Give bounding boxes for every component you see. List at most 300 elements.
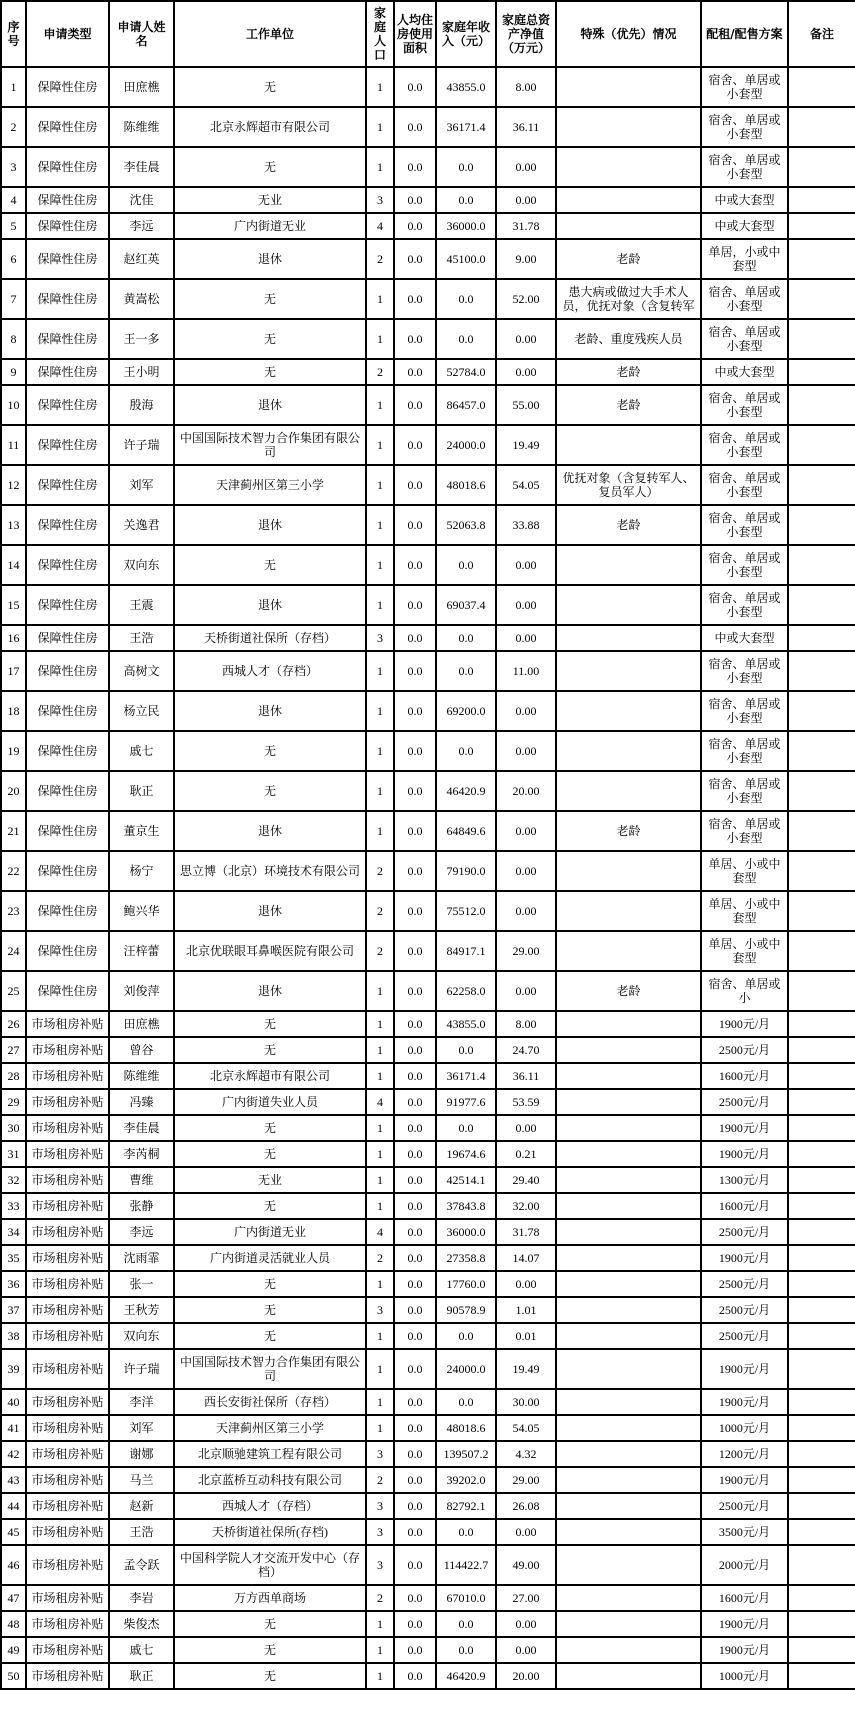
cell-family-size: 1 [366,545,394,585]
cell-family-size: 1 [366,811,394,851]
cell-applicant-name: 曾谷 [109,1037,174,1063]
cell-annual-income: 42514.1 [436,1167,496,1193]
cell-remark [788,1141,855,1167]
cell-apply-type: 保障性住房 [26,625,109,651]
cell-work-unit: 中国国际技术智力合作集团有限公司 [174,425,366,465]
cell-per-capita-area: 0.0 [394,1219,436,1245]
cell-applicant-name: 李佳晨 [109,147,174,187]
cell-annual-income: 36000.0 [436,1219,496,1245]
cell-index: 19 [1,731,26,771]
cell-apply-type: 市场租房补贴 [26,1663,109,1689]
cell-special-situation [556,187,701,213]
cell-apply-type: 保障性住房 [26,731,109,771]
cell-applicant-name: 马兰 [109,1467,174,1493]
cell-special-situation: 老龄 [556,971,701,1011]
cell-remark [788,1389,855,1415]
cell-remark [788,1245,855,1271]
cell-net-assets: 54.05 [496,1415,556,1441]
cell-apply-type: 市场租房补贴 [26,1141,109,1167]
cell-applicant-name: 鲍兴华 [109,891,174,931]
cell-per-capita-area: 0.0 [394,385,436,425]
cell-remark [788,279,855,319]
cell-index: 27 [1,1037,26,1063]
cell-annual-income: 0.0 [436,731,496,771]
cell-applicant-name: 耿正 [109,1663,174,1689]
header-remark: 备注 [788,1,855,67]
cell-net-assets: 0.00 [496,545,556,585]
cell-apply-type: 市场租房补贴 [26,1297,109,1323]
cell-annual-income: 46420.9 [436,1663,496,1689]
cell-allocation-plan: 2500元/月 [701,1297,788,1323]
cell-allocation-plan: 宿舍、单居或小套型 [701,771,788,811]
cell-special-situation [556,1389,701,1415]
cell-family-size: 2 [366,359,394,385]
cell-per-capita-area: 0.0 [394,1063,436,1089]
cell-special-situation [556,931,701,971]
cell-annual-income: 0.0 [436,279,496,319]
cell-remark [788,851,855,891]
cell-net-assets: 29.40 [496,1167,556,1193]
cell-allocation-plan: 中或大套型 [701,359,788,385]
cell-per-capita-area: 0.0 [394,1089,436,1115]
header-work-unit: 工作单位 [174,1,366,67]
cell-work-unit: 无 [174,1141,366,1167]
table-row [1,1271,855,1297]
cell-special-situation: 优抚对象（含复转军人、复员军人） [556,465,701,505]
cell-allocation-plan: 1200元/月 [701,1441,788,1467]
cell-applicant-name: 刘军 [109,1415,174,1441]
cell-family-size: 1 [366,731,394,771]
cell-special-situation: 老龄 [556,385,701,425]
cell-special-situation [556,1323,701,1349]
cell-annual-income: 0.0 [436,545,496,585]
cell-net-assets: 0.00 [496,625,556,651]
cell-allocation-plan: 宿舍、单居或小套型 [701,279,788,319]
table-row [1,771,855,811]
cell-apply-type: 市场租房补贴 [26,1219,109,1245]
cell-allocation-plan: 1600元/月 [701,1585,788,1611]
cell-apply-type: 市场租房补贴 [26,1089,109,1115]
cell-apply-type: 市场租房补贴 [26,1349,109,1389]
cell-per-capita-area: 0.0 [394,1349,436,1389]
cell-special-situation [556,1611,701,1637]
cell-index: 40 [1,1389,26,1415]
cell-apply-type: 保障性住房 [26,771,109,811]
cell-apply-type: 保障性住房 [26,425,109,465]
cell-family-size: 3 [366,187,394,213]
cell-net-assets: 0.00 [496,1115,556,1141]
cell-apply-type: 保障性住房 [26,107,109,147]
table-row [1,651,855,691]
cell-net-assets: 54.05 [496,465,556,505]
cell-annual-income: 84917.1 [436,931,496,971]
table-row [1,213,855,239]
cell-index: 32 [1,1167,26,1193]
cell-apply-type: 保障性住房 [26,851,109,891]
cell-special-situation: 患大病或做过大手术人员，优抚对象（含复转军 [556,279,701,319]
cell-applicant-name: 李远 [109,213,174,239]
cell-net-assets: 0.00 [496,359,556,385]
cell-allocation-plan: 1900元/月 [701,1637,788,1663]
table-row [1,545,855,585]
cell-applicant-name: 王浩 [109,1519,174,1545]
cell-work-unit: 西长安街社保所（存档） [174,1389,366,1415]
cell-applicant-name: 王浩 [109,625,174,651]
cell-per-capita-area: 0.0 [394,465,436,505]
cell-annual-income: 19674.6 [436,1141,496,1167]
cell-allocation-plan: 1900元/月 [701,1141,788,1167]
cell-apply-type: 保障性住房 [26,651,109,691]
table-row [1,385,855,425]
cell-allocation-plan: 1900元/月 [701,1389,788,1415]
cell-index: 28 [1,1063,26,1089]
cell-annual-income: 36000.0 [436,213,496,239]
cell-applicant-name: 王秋芳 [109,1297,174,1323]
table-row [1,359,855,385]
cell-applicant-name: 张静 [109,1193,174,1219]
cell-per-capita-area: 0.0 [394,891,436,931]
cell-special-situation [556,1219,701,1245]
cell-per-capita-area: 0.0 [394,691,436,731]
cell-family-size: 1 [366,319,394,359]
cell-special-situation [556,1271,701,1297]
cell-applicant-name: 黄嵩松 [109,279,174,319]
cell-net-assets: 11.00 [496,651,556,691]
cell-applicant-name: 孟令跃 [109,1545,174,1585]
cell-per-capita-area: 0.0 [394,731,436,771]
cell-allocation-plan: 中或大套型 [701,187,788,213]
table-row [1,691,855,731]
cell-remark [788,1415,855,1441]
cell-family-size: 2 [366,891,394,931]
cell-apply-type: 保障性住房 [26,147,109,187]
cell-per-capita-area: 0.0 [394,1467,436,1493]
cell-annual-income: 0.0 [436,1611,496,1637]
cell-per-capita-area: 0.0 [394,319,436,359]
cell-per-capita-area: 0.0 [394,1271,436,1297]
cell-index: 15 [1,585,26,625]
cell-allocation-plan: 宿舍、单居或小套型 [701,731,788,771]
cell-family-size: 1 [366,1037,394,1063]
cell-allocation-plan: 宿舍、单居或小套型 [701,585,788,625]
cell-special-situation [556,213,701,239]
cell-allocation-plan: 1900元/月 [701,1467,788,1493]
cell-work-unit: 广内街道失业人员 [174,1089,366,1115]
cell-index: 9 [1,359,26,385]
cell-index: 13 [1,505,26,545]
cell-annual-income: 90578.9 [436,1297,496,1323]
cell-per-capita-area: 0.0 [394,1297,436,1323]
cell-special-situation [556,1519,701,1545]
cell-net-assets: 33.88 [496,505,556,545]
cell-family-size: 1 [366,1063,394,1089]
cell-annual-income: 0.0 [436,1637,496,1663]
table-row [1,1323,855,1349]
cell-allocation-plan: 宿舍、单居或小套型 [701,545,788,585]
cell-applicant-name: 汪梓蕾 [109,931,174,971]
table-row [1,319,855,359]
cell-annual-income: 69037.4 [436,585,496,625]
cell-index: 5 [1,213,26,239]
cell-applicant-name: 戚七 [109,731,174,771]
cell-index: 33 [1,1193,26,1219]
cell-remark [788,771,855,811]
cell-work-unit: 思立博（北京）环境技术有限公司 [174,851,366,891]
cell-applicant-name: 赵新 [109,1493,174,1519]
cell-work-unit: 北京优联眼耳鼻喉医院有限公司 [174,931,366,971]
cell-index: 4 [1,187,26,213]
cell-work-unit: 广内街道灵活就业人员 [174,1245,366,1271]
cell-family-size: 4 [366,1089,394,1115]
table-row [1,1193,855,1219]
cell-net-assets: 0.00 [496,1637,556,1663]
cell-allocation-plan: 1900元/月 [701,1245,788,1271]
cell-allocation-plan: 中或大套型 [701,213,788,239]
table-row [1,1663,855,1689]
cell-net-assets: 36.11 [496,1063,556,1089]
cell-special-situation [556,1349,701,1389]
cell-per-capita-area: 0.0 [394,811,436,851]
cell-remark [788,891,855,931]
cell-allocation-plan: 宿舍、单居或小套型 [701,67,788,107]
cell-special-situation: 老龄 [556,811,701,851]
cell-special-situation [556,147,701,187]
cell-per-capita-area: 0.0 [394,1245,436,1271]
cell-special-situation: 老龄 [556,239,701,279]
cell-family-size: 2 [366,1585,394,1611]
table-row [1,1063,855,1089]
header-family-size: 家庭人口 [366,1,394,67]
cell-annual-income: 36171.4 [436,107,496,147]
cell-applicant-name: 李佳晨 [109,1115,174,1141]
cell-net-assets: 31.78 [496,1219,556,1245]
cell-work-unit: 天津蓟州区第三小学 [174,465,366,505]
cell-allocation-plan: 2500元/月 [701,1037,788,1063]
cell-annual-income: 62258.0 [436,971,496,1011]
cell-net-assets: 0.00 [496,1271,556,1297]
cell-work-unit: 北京顺驰建筑工程有限公司 [174,1441,366,1467]
cell-annual-income: 24000.0 [436,1349,496,1389]
cell-remark [788,1063,855,1089]
cell-work-unit: 无 [174,1323,366,1349]
cell-work-unit: 万方西单商场 [174,1585,366,1611]
cell-per-capita-area: 0.0 [394,1637,436,1663]
cell-allocation-plan: 宿舍、单居或小套型 [701,811,788,851]
cell-per-capita-area: 0.0 [394,771,436,811]
cell-apply-type: 市场租房补贴 [26,1193,109,1219]
cell-apply-type: 保障性住房 [26,811,109,851]
header-allocation-plan: 配租/配售方案 [701,1,788,67]
cell-work-unit: 北京永辉超市有限公司 [174,107,366,147]
cell-special-situation [556,1141,701,1167]
cell-work-unit: 无业 [174,187,366,213]
cell-family-size: 1 [366,1011,394,1037]
cell-special-situation [556,1193,701,1219]
cell-apply-type: 保障性住房 [26,319,109,359]
cell-work-unit: 退休 [174,891,366,931]
cell-net-assets: 0.00 [496,811,556,851]
cell-work-unit: 退休 [174,239,366,279]
table-row [1,279,855,319]
table-row [1,971,855,1011]
cell-applicant-name: 柴俊杰 [109,1611,174,1637]
cell-work-unit: 无 [174,545,366,585]
cell-apply-type: 市场租房补贴 [26,1493,109,1519]
table-row [1,1637,855,1663]
cell-net-assets: 0.00 [496,891,556,931]
table-row [1,1389,855,1415]
cell-remark [788,107,855,147]
cell-work-unit: 退休 [174,585,366,625]
cell-allocation-plan: 1000元/月 [701,1663,788,1689]
cell-applicant-name: 杨立民 [109,691,174,731]
cell-special-situation [556,651,701,691]
cell-index: 6 [1,239,26,279]
cell-index: 36 [1,1271,26,1297]
cell-annual-income: 52784.0 [436,359,496,385]
cell-per-capita-area: 0.0 [394,213,436,239]
cell-allocation-plan: 1900元/月 [701,1611,788,1637]
cell-per-capita-area: 0.0 [394,931,436,971]
cell-remark [788,931,855,971]
cell-remark [788,213,855,239]
cell-work-unit: 无 [174,1193,366,1219]
cell-net-assets: 49.00 [496,1545,556,1585]
header-applicant-name: 申请人姓名 [109,1,174,67]
cell-special-situation [556,1441,701,1467]
cell-family-size: 4 [366,213,394,239]
cell-work-unit: 退休 [174,505,366,545]
cell-remark [788,1115,855,1141]
header-special-situation: 特殊（优先）情况 [556,1,701,67]
cell-remark [788,811,855,851]
cell-annual-income: 0.0 [436,625,496,651]
cell-applicant-name: 李芮桐 [109,1141,174,1167]
cell-net-assets: 0.00 [496,851,556,891]
cell-per-capita-area: 0.0 [394,505,436,545]
cell-apply-type: 市场租房补贴 [26,1037,109,1063]
cell-work-unit: 天桥街道社保所（存档） [174,625,366,651]
cell-annual-income: 48018.6 [436,465,496,505]
table-row [1,425,855,465]
cell-net-assets: 0.00 [496,319,556,359]
cell-work-unit: 无 [174,1663,366,1689]
cell-net-assets: 0.00 [496,585,556,625]
cell-allocation-plan: 宿舍、单居或小套型 [701,691,788,731]
table-row [1,1585,855,1611]
table-row [1,1493,855,1519]
cell-family-size: 1 [366,385,394,425]
cell-per-capita-area: 0.0 [394,1493,436,1519]
cell-applicant-name: 沈佳 [109,187,174,213]
cell-work-unit: 无 [174,319,366,359]
cell-apply-type: 保障性住房 [26,239,109,279]
cell-index: 22 [1,851,26,891]
table-row [1,731,855,771]
cell-index: 8 [1,319,26,359]
cell-annual-income: 27358.8 [436,1245,496,1271]
cell-net-assets: 14.07 [496,1245,556,1271]
cell-index: 12 [1,465,26,505]
cell-work-unit: 广内街道无业 [174,1219,366,1245]
cell-net-assets: 30.00 [496,1389,556,1415]
cell-allocation-plan: 1900元/月 [701,1115,788,1141]
cell-per-capita-area: 0.0 [394,1193,436,1219]
cell-annual-income: 0.0 [436,1323,496,1349]
cell-applicant-name: 双向东 [109,545,174,585]
cell-remark [788,691,855,731]
cell-remark [788,625,855,651]
cell-net-assets: 31.78 [496,213,556,239]
cell-work-unit: 无 [174,1637,366,1663]
cell-apply-type: 市场租房补贴 [26,1063,109,1089]
cell-special-situation [556,1167,701,1193]
cell-work-unit: 广内街道无业 [174,213,366,239]
cell-net-assets: 8.00 [496,1011,556,1037]
cell-annual-income: 75512.0 [436,891,496,931]
cell-apply-type: 保障性住房 [26,465,109,505]
cell-remark [788,1297,855,1323]
cell-per-capita-area: 0.0 [394,1585,436,1611]
cell-family-size: 2 [366,931,394,971]
table-row [1,1519,855,1545]
cell-family-size: 3 [366,1441,394,1467]
cell-special-situation: 老龄 [556,359,701,385]
cell-net-assets: 19.49 [496,1349,556,1389]
table-row [1,505,855,545]
cell-annual-income: 64849.6 [436,811,496,851]
cell-applicant-name: 田庶樵 [109,67,174,107]
cell-apply-type: 市场租房补贴 [26,1271,109,1297]
cell-annual-income: 43855.0 [436,67,496,107]
cell-remark [788,545,855,585]
cell-work-unit: 无业 [174,1167,366,1193]
cell-allocation-plan: 2500元/月 [701,1493,788,1519]
cell-index: 41 [1,1415,26,1441]
cell-work-unit: 西城人才（存档） [174,1493,366,1519]
cell-family-size: 1 [366,279,394,319]
cell-family-size: 3 [366,625,394,651]
cell-family-size: 1 [366,1389,394,1415]
cell-index: 43 [1,1467,26,1493]
header-net-assets: 家庭总资产净值（万元） [496,1,556,67]
table-row [1,931,855,971]
cell-family-size: 1 [366,505,394,545]
cell-annual-income: 39202.0 [436,1467,496,1493]
cell-work-unit: 退休 [174,811,366,851]
table-row [1,465,855,505]
table-row [1,239,855,279]
cell-allocation-plan: 单居、小或中套型 [701,851,788,891]
cell-family-size: 1 [366,465,394,505]
table-row [1,1089,855,1115]
cell-family-size: 2 [366,851,394,891]
cell-family-size: 1 [366,971,394,1011]
cell-apply-type: 市场租房补贴 [26,1545,109,1585]
cell-net-assets: 0.00 [496,1519,556,1545]
cell-annual-income: 86457.0 [436,385,496,425]
cell-index: 16 [1,625,26,651]
cell-apply-type: 市场租房补贴 [26,1441,109,1467]
cell-net-assets: 26.08 [496,1493,556,1519]
cell-net-assets: 27.00 [496,1585,556,1611]
cell-family-size: 1 [366,67,394,107]
cell-net-assets: 4.32 [496,1441,556,1467]
cell-remark [788,1663,855,1689]
cell-per-capita-area: 0.0 [394,239,436,279]
cell-work-unit: 无 [174,279,366,319]
cell-index: 10 [1,385,26,425]
